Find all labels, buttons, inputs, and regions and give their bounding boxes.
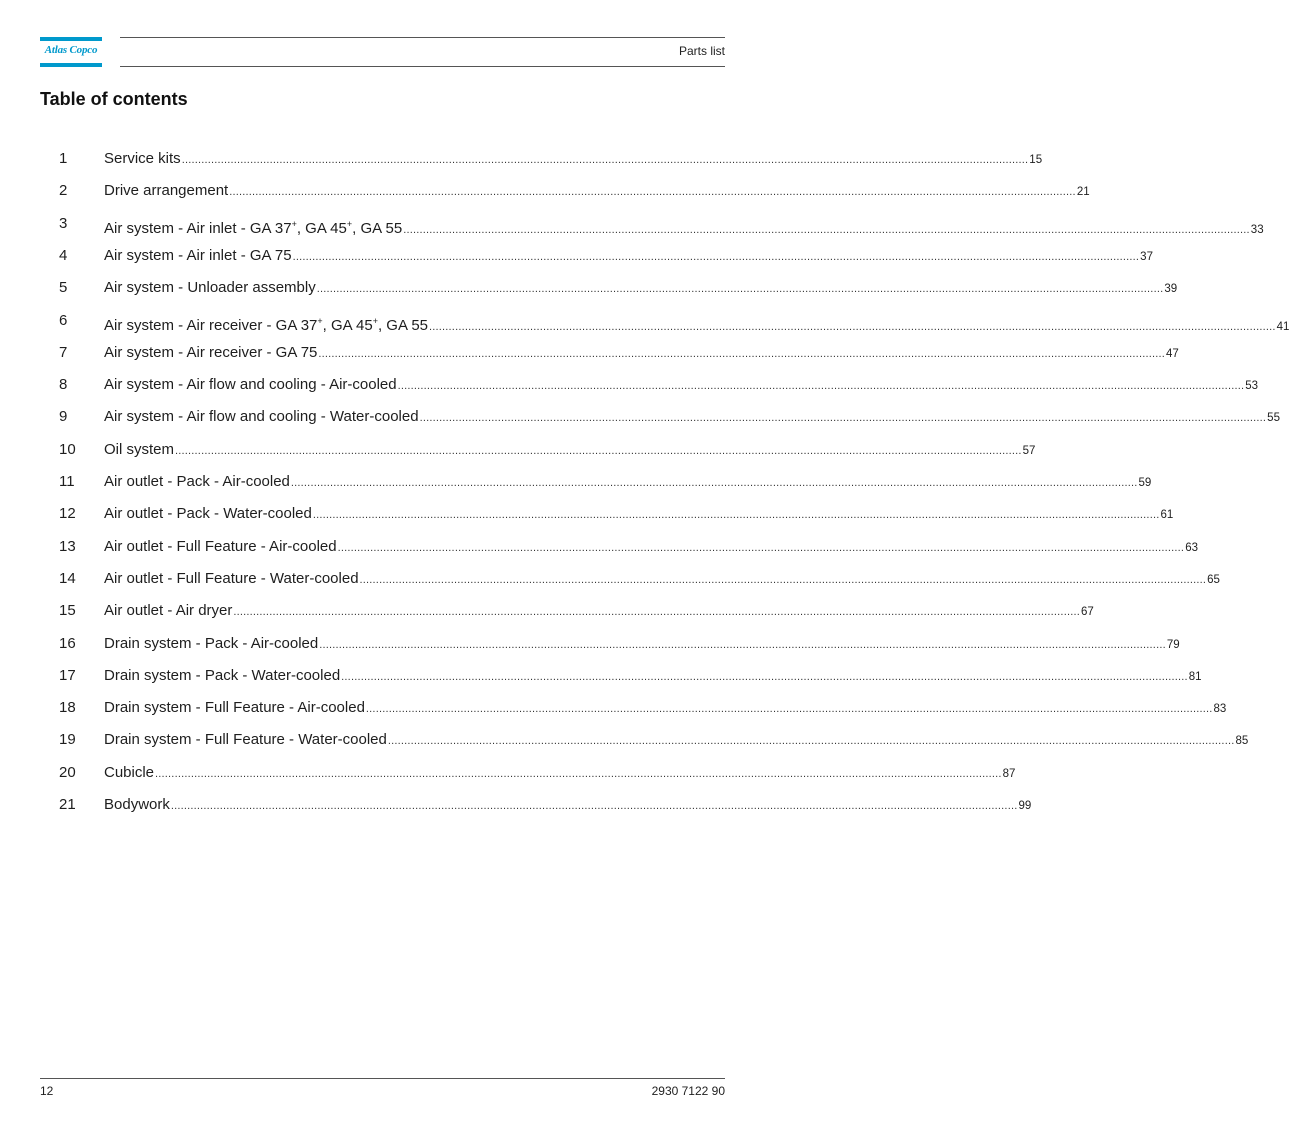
toc-entry	[0, 728, 1249, 752]
toc-entry	[0, 599, 1094, 623]
toc-entry-number: 14	[59, 569, 76, 587]
toc-dot-leader: ....................................................................................................................................................................................................................................................................	[337, 541, 1185, 554]
toc-entry-page: 83	[1213, 703, 1227, 716]
toc-entry-page: 59	[1138, 477, 1152, 489]
toc-entry-title: Air system - Air receiver - GA 75	[104, 343, 318, 361]
toc-entry-title: Air outlet - Pack - Water-cooled	[104, 505, 312, 523]
toc-entry-number: 4	[59, 246, 68, 264]
toc-entry-number: 16	[59, 634, 76, 652]
toc-entry-page: 67	[1080, 606, 1094, 619]
toc-entry	[0, 696, 1227, 720]
toc-dot-leader: ....................................................................................................................................................................................................................................................................	[290, 477, 1138, 489]
toc-dot-leader: ....................................................................................................................................................................................................................................................................	[318, 347, 1165, 360]
toc-entry-title: Air outlet - Full Feature - Air-cooled	[104, 537, 337, 555]
toc-entry-number: 7	[59, 343, 68, 361]
toc-dot-leader: ....................................................................................................................................................................................................................................................................	[359, 573, 1207, 586]
toc-entry-link[interactable]	[104, 470, 1152, 495]
toc-entry-title: Air system - Air flow and cooling - Water-cooled	[104, 408, 419, 426]
toc-entry-title: Service kits	[104, 150, 181, 167]
toc-entry	[0, 147, 1043, 171]
toc-entry-link[interactable]	[104, 728, 1249, 753]
toc-entry-link[interactable]	[104, 599, 1094, 624]
toc-entry-page: 37	[1140, 250, 1153, 263]
toc-dot-leader: ....................................................................................................................................................................................................................................................................	[387, 735, 1235, 748]
toc-entry-link[interactable]	[104, 244, 1153, 269]
toc-dot-leader: ....................................................................................................................................................................................................................................................................	[229, 186, 1076, 199]
toc-entry-link[interactable]	[104, 405, 1280, 430]
toc-entry-link[interactable]	[104, 535, 1198, 560]
toc-entry-link[interactable]	[104, 761, 1016, 786]
toc-entry-page: 61	[1160, 509, 1174, 522]
toc-entry-page: 33	[1250, 223, 1264, 236]
toc-entry-link[interactable]	[104, 179, 1090, 204]
toc-entry-link[interactable]	[104, 147, 1043, 172]
toc-entry-title: Air system - Air inlet - GA 37+, GA 45+, GA 55	[104, 218, 403, 237]
toc-entry-number: 19	[59, 731, 76, 749]
toc-dot-leader: ....................................................................................................................................................................................................................................................................	[419, 412, 1267, 425]
logo-wordmark: Atlas Copco	[44, 44, 98, 56]
toc-dot-leader: ....................................................................................................................................................................................................................................................................	[175, 444, 1022, 457]
toc-entry-title: Air system - Unloader assembly	[104, 279, 316, 297]
toc-dot-leader: ....................................................................................................................................................................................................................................................................	[397, 380, 1245, 393]
toc-entry-number: 6	[59, 311, 68, 329]
toc-entry	[0, 793, 1032, 817]
toc-entry-link[interactable]	[104, 276, 1178, 301]
toc-entry-title: Oil system	[104, 440, 175, 458]
toc-entry	[0, 179, 1090, 203]
toc-entry-page: 47	[1166, 347, 1179, 360]
toc-entry-title: Cubicle	[104, 763, 155, 781]
toc-dot-leader: ....................................................................................................................................................................................................................................................................	[319, 638, 1166, 651]
toc-entry-number: 3	[59, 214, 68, 232]
toc-entry-page: 99	[1018, 800, 1032, 812]
toc-entry	[0, 405, 1280, 429]
toc-entry	[0, 373, 1259, 397]
toc-entry	[0, 212, 1264, 237]
page-heading: Table of contents	[40, 89, 188, 109]
toc-entry	[0, 567, 1220, 591]
toc-entry-page: 79	[1166, 638, 1180, 651]
toc-entry-number: 2	[59, 182, 68, 200]
toc-entry-title: Air outlet - Full Feature - Water-cooled	[104, 569, 359, 587]
logo-bottom-band	[40, 63, 102, 67]
toc-entry-page: 53	[1245, 380, 1259, 393]
toc-entry	[0, 309, 1289, 334]
toc-entry	[0, 664, 1202, 688]
toc-entry-page: 63	[1185, 541, 1198, 554]
toc-entry-title: Drive arrangement	[104, 182, 229, 200]
toc-entry-number: 1	[59, 150, 68, 167]
toc-entry-title: Air system - Air flow and cooling - Air-cooled	[104, 376, 397, 394]
toc-entry-link[interactable]	[104, 793, 1032, 818]
toc-entry-number: 13	[59, 537, 76, 555]
footer-document-number: 2930 7122 90	[651, 1084, 725, 1098]
toc-entry-number: 10	[59, 440, 76, 458]
toc-entry-page: 21	[1076, 186, 1090, 199]
header-rule-top	[120, 37, 725, 38]
toc-entry-number: 21	[59, 796, 76, 813]
toc-entry	[0, 470, 1152, 494]
toc-entry-title: Drain system - Full Feature - Water-cooled	[104, 731, 387, 749]
toc-entry-link[interactable]	[104, 309, 1289, 339]
toc-entry-page: 57	[1022, 444, 1036, 457]
toc-entry-page: 41	[1276, 320, 1289, 333]
toc-entry-number: 11	[59, 473, 75, 490]
toc-entry-link[interactable]	[104, 502, 1174, 527]
toc-dot-leader: ....................................................................................................................................................................................................................................................................	[403, 223, 1250, 236]
toc-dot-leader: ....................................................................................................................................................................................................................................................................	[155, 767, 1002, 780]
toc-entry-link[interactable]	[104, 438, 1036, 463]
footer-page-number: 12	[40, 1084, 54, 1098]
toc-entry-page: 87	[1002, 767, 1016, 780]
toc-dot-leader: ....................................................................................................................................................................................................................................................................	[429, 320, 1276, 333]
toc-entry-page: 85	[1235, 735, 1249, 748]
toc-entry	[0, 438, 1036, 462]
toc-entry-number: 9	[59, 408, 68, 426]
toc-entry-title: Bodywork	[104, 796, 170, 813]
toc-entry-title: Air system - Air receiver - GA 37+, GA 45+, GA 55	[104, 315, 429, 334]
toc-entry-link[interactable]	[104, 373, 1259, 398]
toc-entry-link[interactable]	[104, 341, 1179, 366]
toc-entry	[0, 761, 1016, 785]
toc-entry-link[interactable]	[104, 696, 1227, 721]
toc-dot-leader: ....................................................................................................................................................................................................................................................................	[181, 154, 1029, 166]
section-title: Parts list	[678, 44, 725, 58]
toc-dot-leader: ....................................................................................................................................................................................................................................................................	[170, 800, 1018, 812]
toc-dot-leader: ....................................................................................................................................................................................................................................................................	[233, 606, 1080, 619]
toc-entry-title: Air outlet - Pack - Air-cooled	[104, 473, 290, 490]
toc-dot-leader: ....................................................................................................................................................................................................................................................................	[292, 250, 1140, 263]
toc-entry-link[interactable]	[104, 212, 1264, 242]
toc-dot-leader: ....................................................................................................................................................................................................................................................................	[341, 670, 1188, 683]
toc-entry-number: 20	[59, 763, 76, 781]
toc-entry-link[interactable]	[104, 664, 1202, 689]
toc-entry-title: Drain system - Full Feature - Air-cooled	[104, 699, 365, 717]
toc-entry	[0, 341, 1179, 365]
toc-entry-page: 55	[1267, 412, 1280, 425]
toc-entry-number: 17	[59, 666, 76, 684]
toc-entry-number: 12	[59, 505, 76, 523]
header-rule-bottom	[120, 66, 725, 67]
toc-entry-number: 8	[59, 376, 68, 394]
toc-entry-title: Air system - Air inlet - GA 75	[104, 246, 292, 264]
toc-entry-number: 15	[59, 602, 76, 620]
toc-entry	[0, 244, 1153, 268]
toc-entry-title: Drain system - Pack - Water-cooled	[104, 666, 341, 684]
toc-entry-title: Air outlet - Air dryer	[104, 602, 233, 620]
toc-dot-leader: ....................................................................................................................................................................................................................................................................	[365, 703, 1213, 716]
toc-entry-page: 65	[1207, 573, 1220, 586]
toc-entry	[0, 502, 1174, 526]
footer-rule	[40, 1078, 725, 1079]
toc-entry-title: Drain system - Pack - Air-cooled	[104, 634, 319, 652]
toc-entry-page: 15	[1029, 154, 1043, 166]
logo-top-band	[40, 37, 102, 41]
atlas-copco-logo	[40, 37, 102, 67]
toc-entry	[0, 632, 1180, 656]
toc-entry-page: 39	[1164, 283, 1178, 296]
toc-dot-leader: ....................................................................................................................................................................................................................................................................	[312, 509, 1160, 522]
toc-entry-number: 5	[59, 279, 68, 297]
toc-dot-leader: ....................................................................................................................................................................................................................................................................	[316, 283, 1164, 296]
toc-entry-link[interactable]	[104, 632, 1180, 657]
toc-entry-link[interactable]	[104, 567, 1220, 592]
toc-entry-number: 18	[59, 699, 76, 717]
toc-entry	[0, 535, 1198, 559]
toc-entry	[0, 276, 1178, 300]
toc-entry-page: 81	[1188, 670, 1202, 683]
